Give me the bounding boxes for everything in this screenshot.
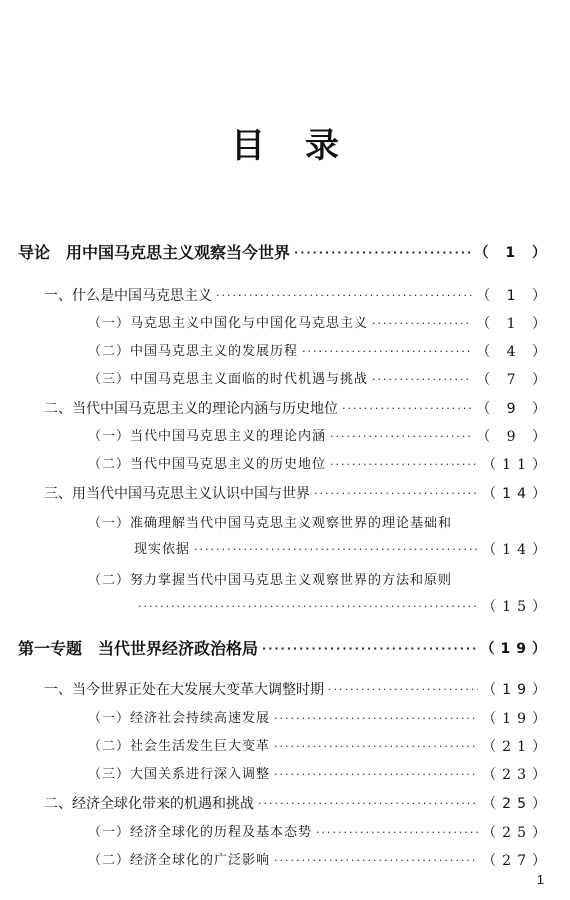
page-title: 目 录 <box>231 126 339 166</box>
toc-entry[interactable] <box>88 738 552 756</box>
toc-page-ref: （ 9 ） <box>476 401 552 417</box>
toc-entry-text[interactable]: （二）努力掌握当代中国马克思主义观察世界的方法和原则 <box>88 573 453 588</box>
dot-leader <box>274 710 478 728</box>
toc-entry-text: （三）中国马克思主义面临的时代机遇与挑战 <box>88 372 369 387</box>
dot-leader <box>138 598 478 616</box>
toc-page-ref: （25） <box>482 825 552 841</box>
toc-entry-text: （二）社会生活发生巨大变革 <box>88 739 271 754</box>
toc-entry-text: 二、当代中国马克思主义的理论内涵与历史地位 <box>44 401 338 417</box>
toc-entry[interactable] <box>88 766 552 784</box>
toc-entry-text: 第一专题 当代世界经济政治格局 <box>18 639 259 658</box>
toc-entry[interactable] <box>44 681 552 699</box>
dot-leader <box>262 640 477 658</box>
dot-leader <box>258 795 478 813</box>
dot-leader <box>330 428 472 446</box>
dot-leader <box>274 852 478 870</box>
toc-entry[interactable] <box>44 400 552 418</box>
toc-entry-text: 导论 用中国马克思主义观察当今世界 <box>18 243 291 262</box>
toc-entry[interactable] <box>88 428 552 446</box>
toc-entry[interactable] <box>18 640 552 658</box>
toc-page-ref: （25） <box>482 796 552 812</box>
toc-entry-text: （二）中国马克思主义的发展历程 <box>88 344 299 359</box>
toc-entry-text: （一）经济社会持续高速发展 <box>88 711 271 726</box>
toc-entry[interactable] <box>88 852 552 870</box>
toc-entry-text: （二）经济全球化的广泛影响 <box>88 853 271 868</box>
toc-entry-text: （三）大国关系进行深入调整 <box>88 767 271 782</box>
toc-page-ref: （21） <box>482 739 552 755</box>
toc-page-ref: （ 1 ） <box>474 245 552 261</box>
toc-entry-text: （一）马克思主义中国化与中国化马克思主义 <box>88 316 369 331</box>
toc-entry[interactable] <box>88 343 552 361</box>
toc-entry-text[interactable]: （一）准确理解当代中国马克思主义观察世界的理论基础和 <box>88 516 453 531</box>
toc-entry[interactable] <box>88 710 552 728</box>
dot-leader <box>216 287 472 305</box>
toc-entry-text: 一、当今世界正处在大发展大变革大调整时期 <box>44 682 324 698</box>
toc-entry[interactable] <box>44 485 552 503</box>
toc-entry-text: （一）经济全球化的历程及基本态势 <box>88 825 313 840</box>
toc-page-ref: （11） <box>482 457 552 473</box>
dot-leader <box>194 541 478 559</box>
toc-page-ref: （ 9 ） <box>476 429 552 445</box>
dot-leader <box>372 371 472 389</box>
toc-entry[interactable] <box>88 456 552 474</box>
dot-leader <box>314 485 478 503</box>
toc-entry[interactable] <box>44 287 552 305</box>
toc-entry[interactable] <box>44 795 552 813</box>
toc-entry-text: （二）当代中国马克思主义的历史地位 <box>88 457 327 472</box>
toc-page-ref: （ 4 ） <box>476 344 552 360</box>
dot-leader <box>330 456 478 474</box>
toc-page-ref: （27） <box>482 853 552 869</box>
dot-leader <box>294 244 470 262</box>
toc-page-ref: （23） <box>482 767 552 783</box>
dot-leader <box>274 766 478 784</box>
toc-page-ref: （ 1 ） <box>476 316 552 332</box>
dot-leader <box>342 400 472 418</box>
toc-entry[interactable] <box>88 824 552 842</box>
dot-leader <box>372 315 472 333</box>
toc-page-ref: （19） <box>482 711 552 727</box>
toc-entry[interactable] <box>88 315 552 333</box>
toc-entry[interactable] <box>88 371 552 389</box>
toc-page-ref: （ 1 ） <box>476 288 552 304</box>
toc-page-ref: （19） <box>482 682 552 698</box>
toc-entry[interactable] <box>134 598 552 616</box>
toc-entry-text: 二、经济全球化带来的机遇和挑战 <box>44 796 254 812</box>
dot-leader <box>316 824 478 842</box>
toc-entry-text: 一、什么是中国马克思主义 <box>44 288 212 304</box>
toc-entry[interactable] <box>134 541 552 559</box>
toc-page-ref: （19） <box>480 641 552 657</box>
toc-page-ref: （14） <box>482 542 552 558</box>
dot-leader <box>328 681 478 699</box>
toc-page-ref: （ 7 ） <box>476 372 552 388</box>
toc-entry-text: 现实依据 <box>134 542 191 557</box>
toc-page-ref: （15） <box>482 599 552 615</box>
toc-entry[interactable] <box>18 244 552 262</box>
page-number: 1 <box>536 872 544 887</box>
dot-leader <box>302 343 472 361</box>
toc-entry-text: （一）当代中国马克思主义的理论内涵 <box>88 429 327 444</box>
toc-page-ref: （14） <box>482 486 552 502</box>
toc-entry-text: 三、用当代中国马克思主义认识中国与世界 <box>44 486 310 502</box>
dot-leader <box>274 738 478 756</box>
